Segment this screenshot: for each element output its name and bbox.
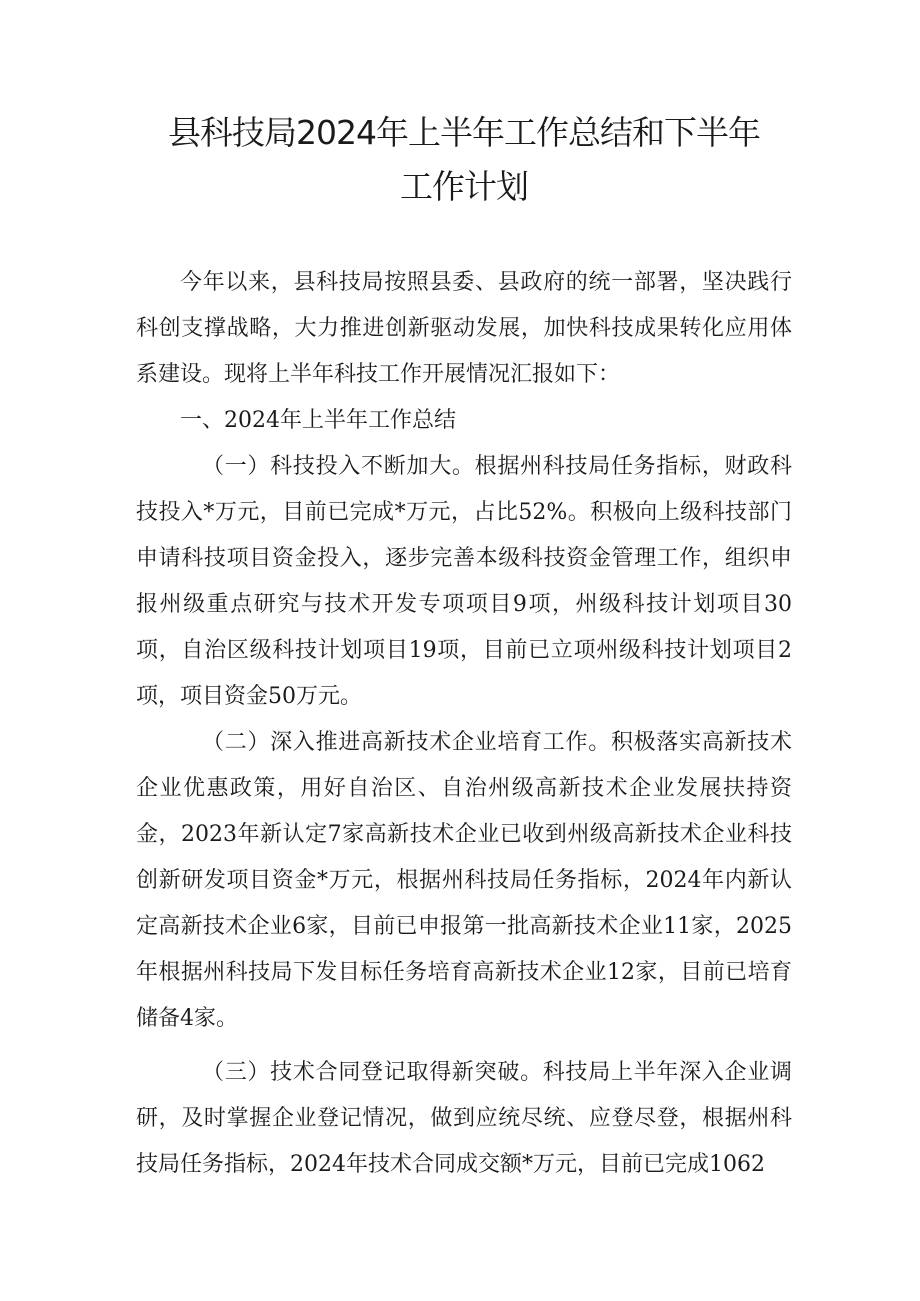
document-title-line-2: 工作计划 — [400, 167, 528, 206]
subsection-paragraph-3: （三）技术合同登记取得新突破。科技局上半年深入企业调研，及时掌握企业登记情况，做到应统尽统、应登尽登，根据州科技局任务指标，2024年技术合同成交额*万元，目前已完成1062 — [136, 1060, 792, 1177]
document-body — [136, 260, 792, 1188]
section-heading-1: 一、2024年上半年工作总结 — [180, 408, 456, 433]
intro-paragraph: 今年以来，县科技局按照县委、县政府的统一部署，坚决践行科创支撑战略，大力推进创新驱动发展，加快科技成果转化应用体系建设。现将上半年科技工作开展情况汇报如下： — [136, 270, 792, 387]
subsection-paragraph-1: （一）科技投入不断加大。根据州科技局任务指标，财政科技投入*万元，目前已完成*万元，占比52%。积极向上级科技部门申请科技项目资金投入，逐步完善本级科技资金管理工作，组织申报州级重点研究与技术开发专项项目9项，州级科技计划项目30项，自治区级科技计划项目19项，目前已立项州级科技计划项目2项，项目资金50万元。 — [136, 454, 792, 709]
subsection-paragraph-2: （二）深入推进高新技术企业培育工作。积极落实高新技术企业优惠政策，用好自治区、自治州级高新技术企业发展扶持资金，2023年新认定7家高新技术企业已收到州级高新技术企业科技创新研发项目资金*万元，根据州科技局任务指标，2024年内新认定高新技术企业6家，目前已申报第一批高新技术企业11家，2025年根据州科技局下发目标任务培育高新技术企业12家，目前已培育储备4家。 — [136, 730, 792, 1031]
document-title — [136, 106, 792, 214]
document-title-line-1: 县科技局2024年上半年工作总结和下半年 — [168, 113, 760, 152]
